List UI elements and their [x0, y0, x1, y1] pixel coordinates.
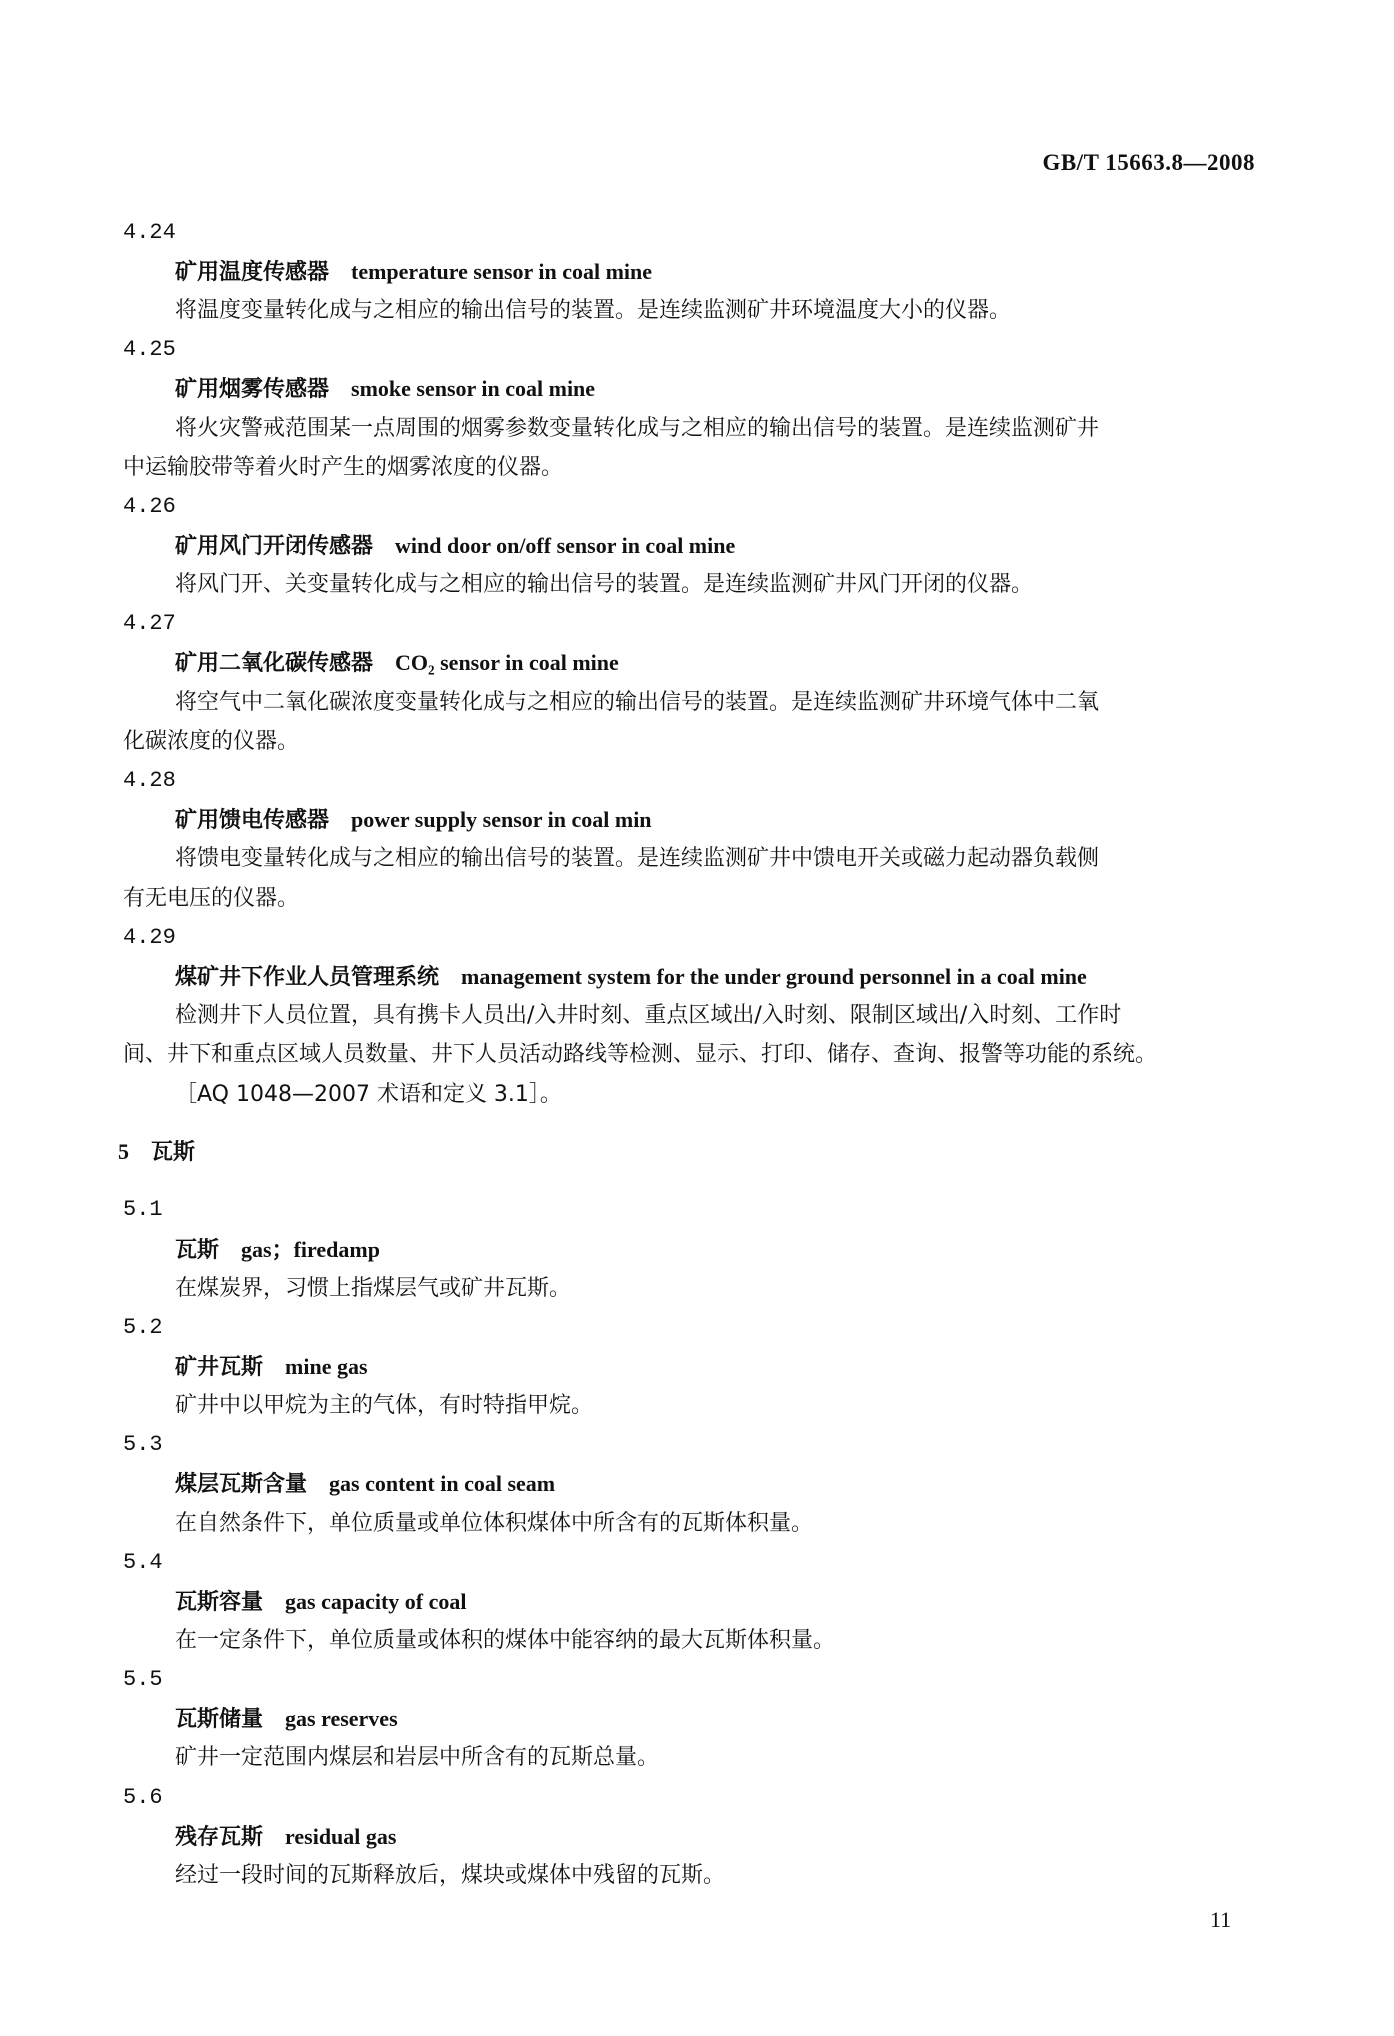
- clause-number: 5.4: [123, 1550, 163, 1575]
- term-cn: 煤矿井下作业人员管理系统: [175, 965, 440, 990]
- term-en: mine gas: [285, 1354, 368, 1379]
- definition: 检测井下人员位置，具有携卡人员出/入井时刻、重点区域出/入时刻、限制区域出/入时刻、工作时: [175, 1003, 1122, 1028]
- term-en: temperature sensor in coal mine: [351, 259, 653, 284]
- term-en: residual gas: [285, 1824, 397, 1849]
- definition-continued: 间、井下和重点区域人员数量、井下人员活动路线等检测、显示、打印、储存、查询、报警等功能的系统。: [123, 1042, 1158, 1067]
- clause-number: 4.28: [123, 768, 176, 793]
- term-cn: 残存瓦斯: [175, 1825, 264, 1850]
- term-line: [175, 257, 652, 288]
- term-en: wind door on/off sensor in coal mine: [395, 533, 736, 558]
- clause-number: 5.2: [123, 1315, 163, 1340]
- term-en: gas capacity of coal: [285, 1589, 467, 1614]
- term-line: [175, 1587, 466, 1618]
- clause-number: 5.3: [123, 1432, 163, 1457]
- definition: 将温度变量转化成与之相应的输出信号的装置。是连续监测矿井环境温度大小的仪器。: [175, 298, 1012, 323]
- clause-number: 4.24: [123, 220, 176, 245]
- term-cn: 瓦斯容量: [175, 1590, 264, 1615]
- term-line: [175, 1704, 398, 1735]
- term-cn: 瓦斯储量: [175, 1707, 264, 1732]
- definition: 在煤炭界，习惯上指煤层气或矿井瓦斯。: [175, 1276, 572, 1301]
- definition: 在一定条件下，单位质量或体积的煤体中能容纳的最大瓦斯体积量。: [175, 1628, 836, 1653]
- standard-code: GB/T 15663.8—2008: [1042, 150, 1255, 175]
- definition-continued: 中运输胶带等着火时产生的烟雾浓度的仪器。: [123, 455, 564, 480]
- term-cn: 矿用烟雾传感器: [175, 377, 330, 402]
- page-number: 11: [1210, 1907, 1232, 1932]
- term-line: [175, 805, 652, 836]
- definition-continued: 有无电压的仪器。: [123, 886, 300, 911]
- definition: 将空气中二氧化碳浓度变量转化成与之相应的输出信号的装置。是连续监测矿井环境气体中二氧: [175, 690, 1100, 715]
- term-en: gas reserves: [285, 1706, 398, 1731]
- definition: 在自然条件下，单位质量或单位体积煤体中所含有的瓦斯体积量。: [175, 1511, 814, 1536]
- term-cn: 矿用馈电传感器: [175, 808, 330, 833]
- definition: 将馈电变量转化成与之相应的输出信号的装置。是连续监测矿井中馈电开关或磁力起动器负载侧: [175, 846, 1100, 871]
- section-title: 瓦斯: [151, 1140, 196, 1165]
- term-line: [175, 531, 735, 562]
- term-cn: 矿用温度传感器: [175, 260, 330, 285]
- clause-number: 4.29: [123, 925, 176, 950]
- clause-number: 4.25: [123, 337, 176, 362]
- term-line: [175, 1822, 396, 1853]
- term-line: [175, 1235, 380, 1266]
- term-line: [175, 374, 595, 405]
- term-en: CO₂ sensor in coal mine: [395, 650, 619, 675]
- term-en: gas；firedamp: [241, 1237, 380, 1262]
- clause-number: 5.5: [123, 1667, 163, 1692]
- term-line: [175, 1352, 368, 1383]
- definition-continued: 化碳浓度的仪器。: [123, 729, 300, 754]
- definition: 将风门开、关变量转化成与之相应的输出信号的装置。是连续监测矿井风门开闭的仪器。: [175, 572, 1034, 597]
- term-cn: 瓦斯: [175, 1238, 220, 1263]
- term-en: management system for the under ground personnel in a coal mine: [461, 964, 1087, 989]
- reference: ［AQ 1048—2007 术语和定义 3.1］。: [175, 1082, 562, 1107]
- clause-number: 5.1: [123, 1197, 163, 1222]
- term-cn: 煤层瓦斯含量: [175, 1472, 308, 1497]
- term-line: [175, 1469, 555, 1500]
- term-cn: 矿井瓦斯: [175, 1355, 264, 1380]
- definition: 矿井一定范围内煤层和岩层中所含有的瓦斯总量。: [175, 1745, 660, 1770]
- section-number: 5: [118, 1139, 129, 1164]
- definition: 将火灾警戒范围某一点周围的烟雾参数变量转化成与之相应的输出信号的装置。是连续监测矿井: [175, 416, 1100, 441]
- definition: 经过一段时间的瓦斯释放后，煤块或煤体中残留的瓦斯。: [175, 1863, 726, 1888]
- term-cn: 矿用二氧化碳传感器: [175, 651, 374, 676]
- clause-number: 4.26: [123, 494, 176, 519]
- term-en: gas content in coal seam: [329, 1471, 556, 1496]
- section-heading: [118, 1137, 195, 1168]
- term-line: [175, 648, 619, 679]
- term-line: [175, 962, 1087, 993]
- term-cn: 矿用风门开闭传感器: [175, 534, 374, 559]
- definition: 矿井中以甲烷为主的气体，有时特指甲烷。: [175, 1393, 594, 1418]
- term-en: power supply sensor in coal min: [351, 807, 652, 832]
- clause-number: 4.27: [123, 611, 176, 636]
- clause-number: 5.6: [123, 1785, 163, 1810]
- term-en: smoke sensor in coal mine: [351, 376, 596, 401]
